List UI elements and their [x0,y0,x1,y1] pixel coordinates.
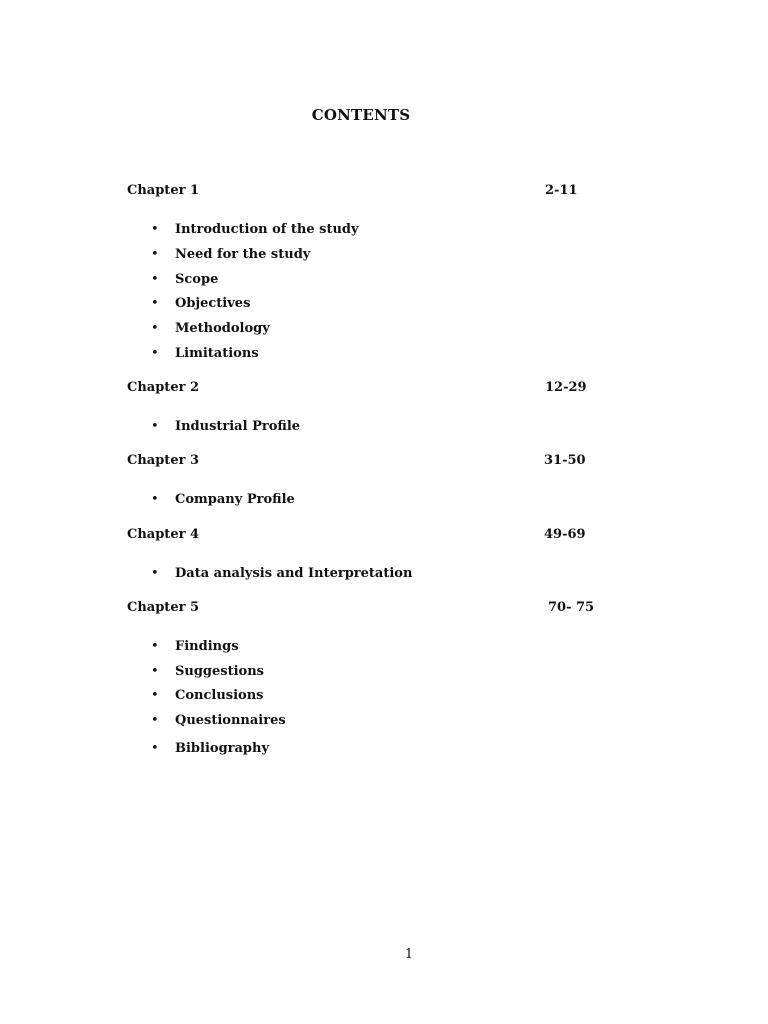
chapter-page-range: 12-29 [545,380,587,395]
bullet-icon: • [151,688,159,703]
bullet-icon: • [151,566,159,581]
chapter-page-range: 31-50 [544,453,586,468]
bullet-icon: • [151,321,159,336]
bullet-icon: • [151,247,159,262]
list-item-text: Introduction of the study [175,222,359,237]
list-item-text: Suggestions [175,664,264,679]
chapter-2-row [127,380,587,400]
bullet-icon: • [151,741,159,756]
bullet-icon: • [151,639,159,654]
list-item-text: Questionnaires [175,713,286,728]
chapter-4-row [127,527,587,547]
list-item-text: Conclusions [175,688,264,703]
list-item-text: Industrial Profile [175,419,301,434]
chapter-page-range: 2-11 [545,183,578,198]
chapter-label: Chapter 3 [127,453,200,468]
bullet-icon: • [151,713,159,728]
chapter-label: Chapter 2 [127,380,200,395]
list-item-text: Methodology [175,321,270,336]
bullet-icon: • [151,664,159,679]
chapter-page-range: 49-69 [544,527,586,542]
bullet-icon: • [151,492,159,507]
chapter-label: Chapter 1 [127,183,200,198]
list-item-text: Limitations [175,346,259,361]
chapter-5-row [127,600,595,620]
chapter-page-range: 70- 75 [548,600,595,615]
list-item-text: Company Profile [175,492,295,507]
bullet-icon: • [151,346,159,361]
contents-title: CONTENTS [311,106,411,124]
chapter-1-row [127,183,587,203]
list-item-text: Need for the study [175,247,311,262]
list-item-text: Scope [175,272,219,287]
page-number: 1 [404,947,414,962]
bullet-icon: • [151,419,159,434]
list-item-text: Data analysis and Interpretation [175,566,413,581]
bullet-icon: • [151,222,159,237]
chapter-3-row [127,453,587,473]
list-item-text: Findings [175,639,239,654]
list-item-text: Objectives [175,296,251,311]
chapter-label: Chapter 5 [127,600,200,615]
bullet-icon: • [151,296,159,311]
list-item-text: Bibliography [175,741,270,756]
bullet-icon: • [151,272,159,287]
chapter-label: Chapter 4 [127,527,200,542]
